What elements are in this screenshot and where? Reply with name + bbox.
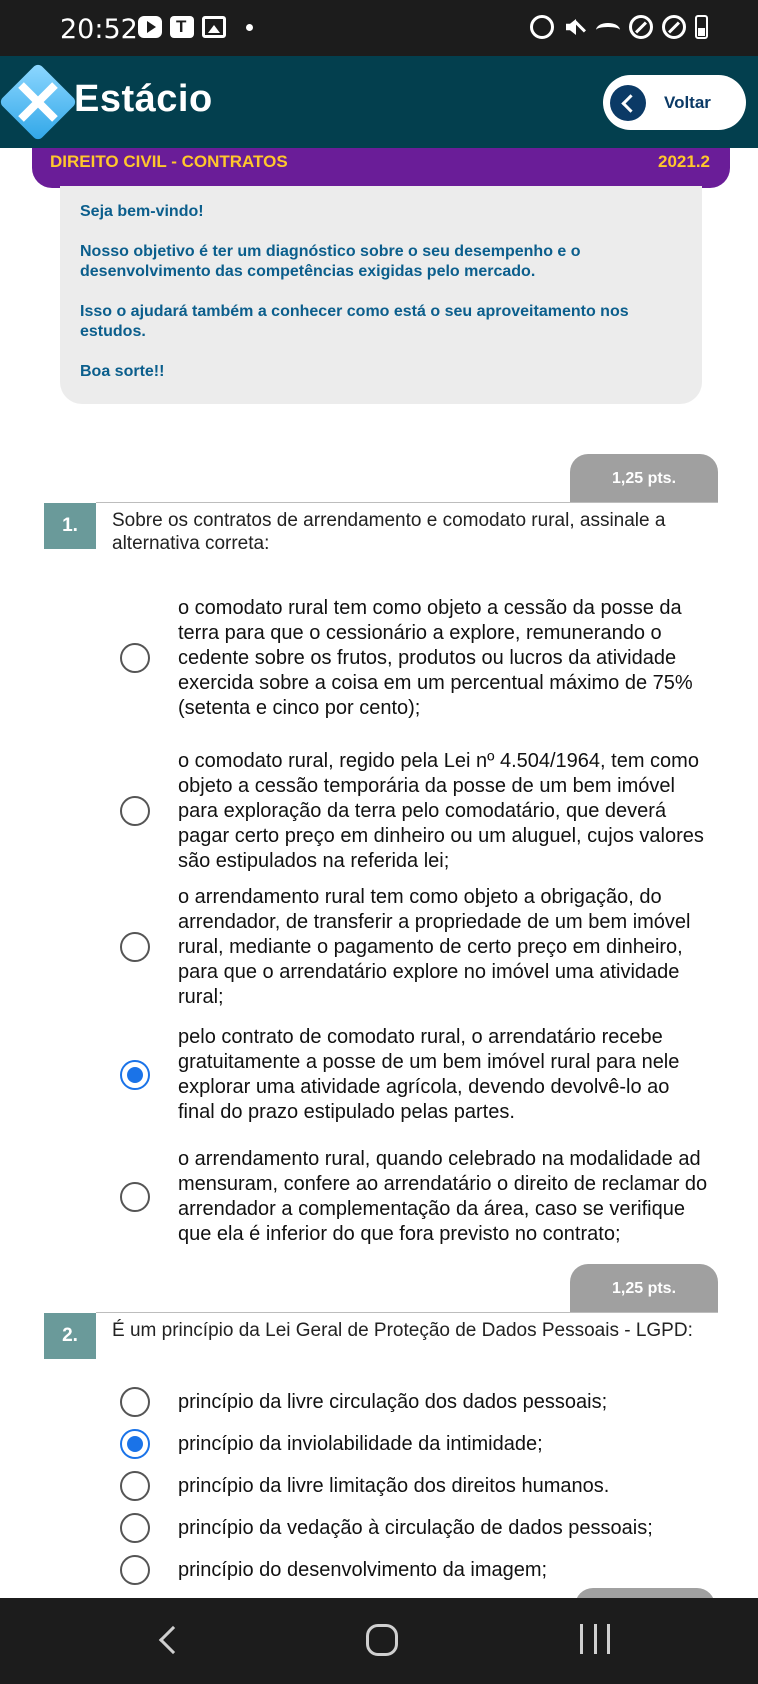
answer-option[interactable] xyxy=(120,1384,720,1420)
status-icons-right xyxy=(530,15,708,39)
back-button-label: Voltar xyxy=(664,92,711,112)
welcome-paragraph-1: Nosso objetivo é ter um diagnóstico sobre o seu desempenho e o desenvolvimento das competências exigidas pelo mercado. xyxy=(80,243,581,280)
question-points-badge: 1,25 pts. xyxy=(570,454,718,502)
data-saver-icon xyxy=(662,15,686,39)
question-text: Sobre os contratos de arrendamento e comodato rural, assinale a alternativa correta: xyxy=(112,510,666,554)
app-header xyxy=(0,56,758,148)
recent-apps-icon[interactable] xyxy=(580,1624,610,1654)
answer-option[interactable] xyxy=(120,1020,720,1130)
answer-option[interactable] xyxy=(120,1132,720,1262)
question-number: 2. xyxy=(44,1313,96,1359)
notification-dot-icon xyxy=(246,24,253,31)
welcome-box xyxy=(60,186,702,404)
welcome-paragraph-2: Isso o ajudará também a conhecer como está o seu aproveitamento nos estudos. xyxy=(80,303,629,340)
answer-option-text: princípio do desenvolvimento da imagem; xyxy=(178,1558,548,1581)
brand-name: Estácio xyxy=(74,78,213,120)
home-icon[interactable] xyxy=(366,1624,398,1656)
radio-button[interactable] xyxy=(120,1387,150,1417)
mute-icon xyxy=(563,15,587,39)
alarm-icon xyxy=(530,15,554,39)
youtube-icon xyxy=(138,16,162,38)
radio-button-selected[interactable] xyxy=(120,1060,150,1090)
answer-option-text: princípio da inviolabilidade da intimidade; xyxy=(178,1432,543,1455)
answer-option-text: o comodato rural, regido pela Lei nº 4.504/1964, tem como objeto a cessão temporária da posse de um bem imóvel para exploração da terra pelo comodatário, que deverá pagar certo preço em dinheiro ou um aluguel, cujos valores são estipulados na referida lei; xyxy=(178,749,704,872)
status-time: 20:52 xyxy=(60,14,138,45)
answer-option[interactable] xyxy=(120,582,720,734)
status-bar xyxy=(0,0,758,56)
answer-option-text: princípio da livre limitação dos direitos humanos. xyxy=(178,1474,610,1497)
radio-button[interactable] xyxy=(120,1471,150,1501)
radio-button[interactable] xyxy=(120,1555,150,1585)
radio-button-selected[interactable] xyxy=(120,1429,150,1459)
welcome-greeting: Seja bem-vindo! xyxy=(80,203,204,220)
answer-option[interactable] xyxy=(120,1552,720,1588)
question-divider xyxy=(96,502,718,503)
answer-option-text: princípio da livre circulação dos dados pessoais; xyxy=(178,1390,608,1413)
answer-option[interactable] xyxy=(120,1468,720,1504)
status-icons-left xyxy=(138,16,253,38)
back-icon[interactable] xyxy=(159,1626,187,1654)
course-name: DIREITO CIVIL - CONTRATOS xyxy=(50,152,288,171)
radio-button[interactable] xyxy=(120,1513,150,1543)
radio-button[interactable] xyxy=(120,932,150,962)
question-number: 1. xyxy=(44,503,96,549)
course-bar xyxy=(32,148,730,188)
question-text: É um princípio da Lei Geral de Proteção de Dados Pessoais - LGPD: xyxy=(112,1320,693,1341)
navigation-bar xyxy=(0,1598,758,1684)
radio-button[interactable] xyxy=(120,796,150,826)
do-not-disturb-icon xyxy=(629,15,653,39)
question-points-badge: 1,25 pts. xyxy=(570,1264,718,1312)
chevron-left-icon xyxy=(610,85,646,121)
answer-option[interactable] xyxy=(120,746,720,876)
teams-icon xyxy=(170,16,194,38)
radio-button[interactable] xyxy=(120,643,150,673)
battery-icon xyxy=(695,15,708,39)
course-period: 2021.2 xyxy=(658,152,710,171)
radio-button[interactable] xyxy=(120,1182,150,1212)
back-button[interactable] xyxy=(603,75,746,130)
estacio-logo-icon xyxy=(0,62,78,141)
gallery-icon xyxy=(202,16,226,38)
answer-option[interactable] xyxy=(120,1510,720,1546)
answer-option[interactable] xyxy=(120,1426,720,1462)
question-divider xyxy=(96,1312,718,1313)
answer-option-text: o comodato rural tem como objeto a cessão da posse da terra para que o cessionário a explore, remunerando o cedente sobre os frutos, produtos ou lucros da atividade exercida sobre a coisa em um percentual máximo de 75% (setenta e cinco por cento); xyxy=(178,596,693,719)
answer-option-text: o arrendamento rural, quando celebrado na modalidade ad mensuram, confere ao arrendatário o direito de reclamar do arrendador a complementação da área, caso se verifique que ela é inferior do que fora previsto no contrato; xyxy=(178,1148,708,1245)
welcome-closing: Boa sorte!! xyxy=(80,363,165,380)
answer-option-text: pelo contrato de comodato rural, o arrendatário recebe gratuitamente a posse de um bem imóvel rural para nele explorar uma atividade agrícola, devendo devolvê-lo ao final do prazo estipulado pelas partes. xyxy=(178,1026,680,1123)
answer-option-text: o arrendamento rural tem como objeto a obrigação, do arrendador, de transferir a propriedade de um bem imóvel rural, mediante o pagamento de certo preço em dinheiro, para que o arrendatário explore no imóvel uma atividade rural; xyxy=(178,885,691,1008)
answer-option-text: princípio da vedação à circulação de dados pessoais; xyxy=(178,1516,653,1539)
answer-option[interactable] xyxy=(120,882,720,1012)
wifi-icon xyxy=(596,23,620,37)
